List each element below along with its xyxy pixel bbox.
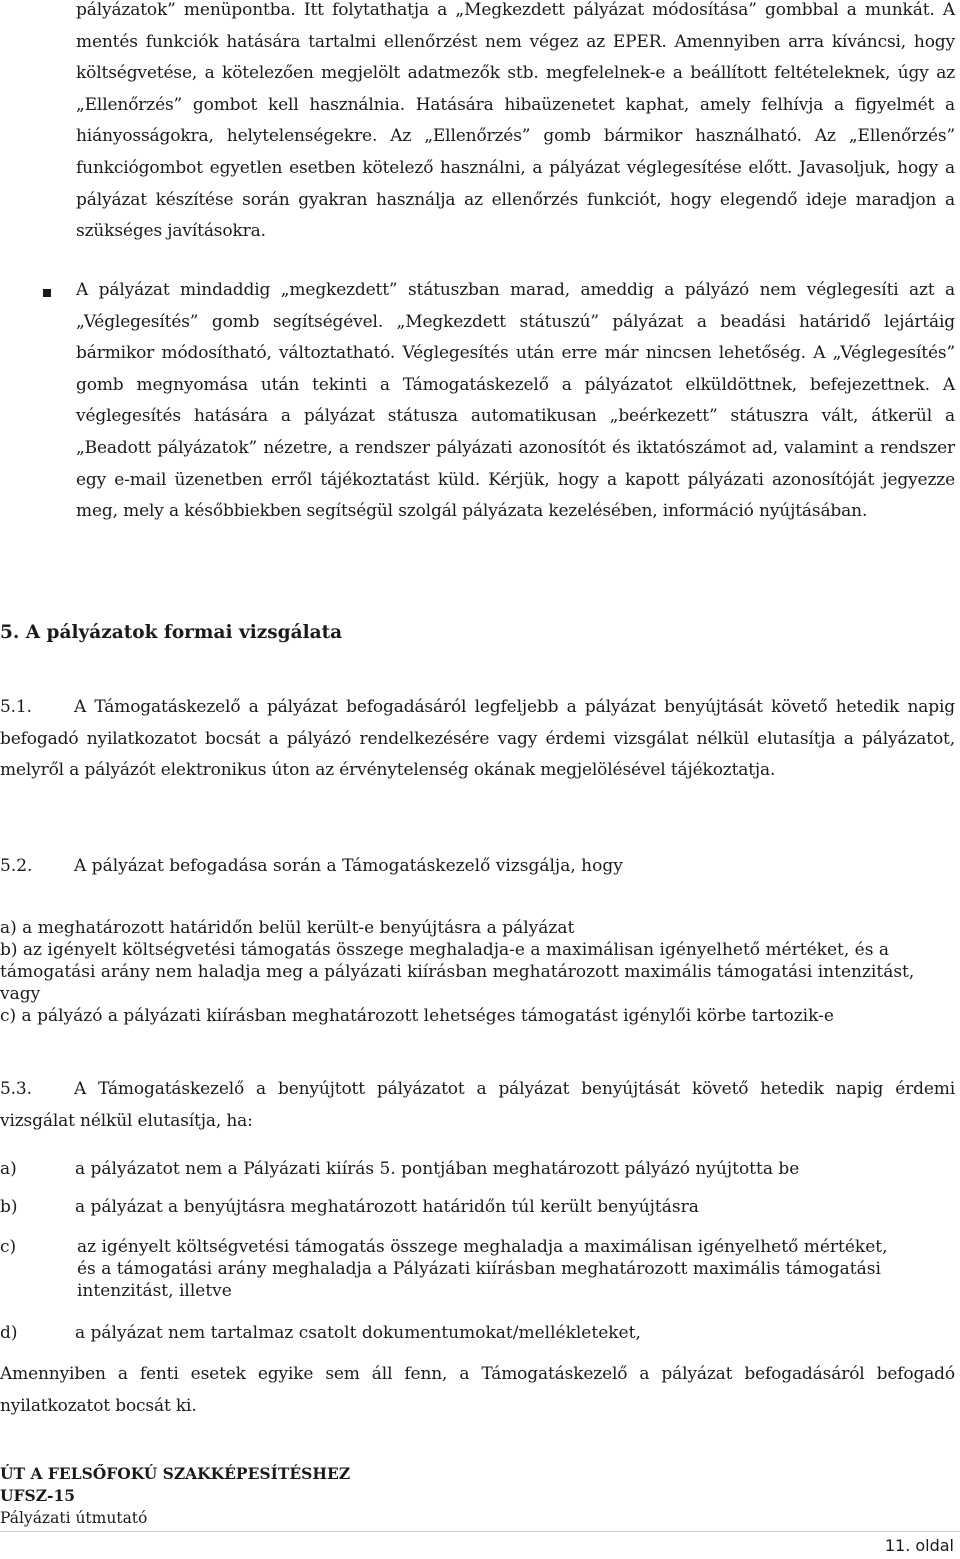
list-item: a) a meghatározott határidőn belül került-e benyújtásra a pályázat xyxy=(0,918,575,938)
footer-program-code: UFSZ-15 xyxy=(0,1486,76,1505)
list-item xyxy=(0,1322,955,1352)
section-5-3-text: A Támogatáskezelő a benyújtott pályázatot a pályázat benyújtását követő hetedik napig érdemi vizsgálat nélkül elutasítja, ha: xyxy=(0,1079,955,1131)
closing-paragraph: Amennyiben a fenti esetek egyike sem áll fenn, a Támogatáskezelő a pályázat befogadásáról befogadó nyilatkozatot bocsát ki. xyxy=(0,1364,955,1416)
section-5-2-text: A pályázat befogadása során a Támogatáskezelő vizsgálja, hogy xyxy=(74,856,623,876)
section-5-2-list xyxy=(0,917,955,1027)
list-item xyxy=(0,1196,955,1226)
footer-program-title: ÚT A FELSŐFOKÚ SZAKKÉPESÍTÉSHEZ xyxy=(0,1464,351,1483)
list-item xyxy=(0,1158,955,1188)
bullet-square-icon xyxy=(43,289,51,297)
section-5-3-number: 5.3. xyxy=(0,1079,32,1099)
continuation-paragraph: pályázatok” menüpontba. Itt folytathatja a „Megkezdett pályázat módosítása” gombbal a munkát. A mentés funkciók hatására tartalmi ellenőrzést nem végez az EPER. Amennyiben arra kíváncsi, hogy költségvetése, a kötelezően megjelölt adatmezők stb. megfelelnek-e a beállított feltételeknek, úgy az „Ellenőrzés” gombot kell használnia. Hatására hibaüzenetet kaphat, amely felhívja a figyelmét a hiányosságokra, helytelenségekre. Az „Ellenőrzés” gomb bármikor használható. Az „Ellenőrzés” funkciógombot egyetlen esetben kötelező használni, a pályázat véglegesítése előtt. Javasoljuk, hogy a pályázat készítése során gyakran használja az ellenőrzés funkciót, hogy elegendő ideje maradjon a szükséges javításokra. xyxy=(76,0,955,242)
section-5-1 xyxy=(0,692,955,787)
list-item-label: d) xyxy=(0,1323,18,1343)
footer-document-name: Pályázati útmutató xyxy=(0,1509,148,1527)
section-5-2-number: 5.2. xyxy=(0,856,33,876)
list-item-label: b) xyxy=(0,1197,18,1217)
page-number: 11. oldal xyxy=(884,1536,954,1555)
list-item: c) a pályázó a pályázati kiírásban meghatározott lehetséges támogatást igénylői körbe tartozik-e xyxy=(0,1006,834,1026)
footer-divider xyxy=(0,1531,960,1532)
list-item-text: az igényelt költségvetési támogatás összege meghaladja a maximálisan igényelhető mértéket, és a támogatási arány meghaladja a Pályázati kiírásban meghatározott maximális támogatási intenzitást, illetve xyxy=(77,1237,888,1301)
section-title: 5. A pályázatok formai vizsgálata xyxy=(0,622,343,643)
list-item-text: a pályázatot nem a Pályázati kiírás 5. pontjában meghatározott pályázó nyújtotta be xyxy=(75,1159,800,1179)
bullet-paragraph: A pályázat mindaddig „megkezdett” státuszban marad, ameddig a pályázó nem véglegesíti azt a „Véglegesítés” gomb segítségével. „Megkezdett státuszú” pályázat a beadási határidő lejártáig bármikor módosítható, változtatható. Véglegesítés után erre már nincsen lehetőség. A „Véglegesítés” gomb megnyomása után tekinti a Támogatáskezelő a pályázatot elküldöttnek, befejezettnek. A véglegesítés hatására a pályázat státusza automatikusan „beérkezett” státuszra vált, átkerül a „Beadott pályázatok” nézetre, a rendszer pályázati azonosítót és iktatószámot ad, valamint a rendszer egy e-mail üzenetben erről tájékoztatást küld. Kérjük, hogy a kapott pályázati azonosítóját jegyezze meg, mely a későbbiekben segítségül szolgál pályázata kezelésében, információ nyújtásában. xyxy=(76,280,955,522)
section-5-1-number: 5.1. xyxy=(0,697,32,717)
list-item-text: a pályázat nem tartalmaz csatolt dokumentumokat/mellékleteket, xyxy=(75,1323,641,1343)
list-item-text: a pályázat a benyújtásra meghatározott határidőn túl került benyújtásra xyxy=(75,1197,699,1217)
list-item xyxy=(0,1236,955,1306)
footer xyxy=(0,1463,350,1529)
list-item: b) az igényelt költségvetési támogatás összege meghaladja-e a maximálisan igényelhető mértéket, és a támogatási arány nem haladja meg a pályázati kiírásban meghatározott maximális támogatási intenzitást, vagy xyxy=(0,940,915,1004)
list-item-label: a) xyxy=(0,1159,17,1179)
list-item-label: c) xyxy=(0,1237,17,1257)
section-5-1-text: A Támogatáskezelő a pályázat befogadásáról legfeljebb a pályázat benyújtását követő hetedik napig befogadó nyilatkozatot bocsát a pályázó rendelkezésére vagy érdemi vizsgálat nélkül elutasítja a pályázatot, melyről a pályázót elektronikus úton az érvénytelenség okának megjelölésével tájékoztatja. xyxy=(0,697,955,781)
section-5-2 xyxy=(0,851,955,883)
section-5-3 xyxy=(0,1074,955,1137)
